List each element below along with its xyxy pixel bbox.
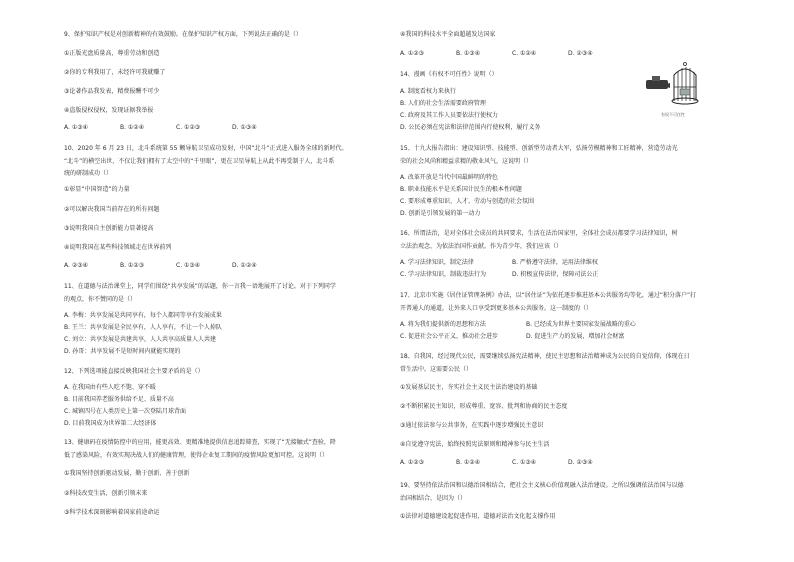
- q17-answer-c: C. 促进社会公平正义，推动社会进步: [400, 333, 499, 340]
- q12-option-d: D. 目前我国成为世界第二大经济体: [64, 420, 157, 427]
- q18-answer-b: B. ①②④: [456, 459, 481, 466]
- q13-stem-line1: 13、健康码在疫情防控中的应用，能更高效、更精准地提供信息追踪筛查，实现了“无接触式”查验，降: [64, 439, 336, 446]
- q14-stem: 14、漫画《有权不可任性》说明（）: [400, 71, 498, 78]
- q11-option-d: D. 孙哥：共享发展不是短时间内就能实现的: [64, 348, 181, 355]
- q16-answer-a: A. 学习法律知识，制定法律: [400, 259, 474, 266]
- q9-option-3: ③论著作品我发表，精费报酬不可少: [64, 88, 160, 95]
- q19-stem-line2: 治国相结合，是因为（）: [400, 495, 467, 502]
- q10-answers: [64, 262, 394, 270]
- q12-option-b: B. 目前我国养老服务供给不足、质量不高: [64, 396, 174, 403]
- q15-option-d: D. 创新是引领发展的第一动力: [400, 210, 481, 217]
- q13-option-2: ②科技改变生活，创新引领未来: [64, 490, 148, 497]
- q11-stem-line1: 11、在道德与法治课堂上，同学们围绕“共享发展”的话题，你一言我一语地展开了讨论。对于下列同学: [64, 283, 336, 290]
- q15-option-a: A. 改革开放是当代中国最鲜明的特色: [400, 174, 498, 181]
- q17-answers-row2: [400, 333, 730, 341]
- q16-answers-row2: [400, 271, 730, 279]
- cartoon-image: [644, 61, 702, 107]
- q9-answer-b: B. ①②④: [120, 124, 145, 131]
- q17-answer-a: A. 将为我们提供新的思想和方法: [400, 321, 486, 328]
- q12-option-a: A. 在我国由有些人吃不饱、穿不暖: [64, 384, 156, 391]
- q18-option-4: ④自觉遵守宪法，始终按照宪法原则和精神参与民主生活: [400, 441, 550, 448]
- q19-option-1: ①法律对道德建设起促进作用，道德对法治文化起支撑作用: [400, 513, 556, 520]
- q16-answer-b: B. 严格遵守法律，运用法律维权: [512, 259, 598, 266]
- q16-answers-row1: [400, 259, 730, 267]
- q10-stem-line2: “北斗”的横空出世，不仅让我们拥有了太空中的“千里眼”，更在卫星导航上从此不再受制于人，北斗系: [64, 158, 335, 165]
- q15-stem-line2: 荣的社会风尚和精益求精的敬业风气，这说明（）: [400, 158, 533, 165]
- q9-option-1: ①正版光盘质量高，尊重劳动和创造: [64, 50, 160, 57]
- q13-answers: [400, 50, 730, 58]
- q11-option-c: C. 刘立：共享发展是共建共享，人人共享高质量人人共建: [64, 336, 217, 343]
- q13-option-3: ③科学技术深刻影响着国家前途命运: [64, 509, 160, 516]
- q15-stem-line1: 15、十九大报告指出：建设知识型、技能型、创新型劳动者大军，弘扬劳模精神和工匠精神，营造劳动光: [400, 145, 678, 152]
- q18-answer-a: A. ①②③: [400, 459, 424, 466]
- q10-option-4: ④说明我国在某些科技领域走在世界前列: [64, 244, 172, 251]
- q13-stem-line2: 低了感染风险，有效实现决战人们的健康管理，使得企业复工期间的疫情风险更加可控。这说明（）: [64, 452, 329, 459]
- q18-option-3: ③通过依法参与公共事务，在实践中逐步增强民主意识: [400, 422, 544, 429]
- q9-option-2: ②你的专利我用了，未经许可我就赚了: [64, 69, 166, 76]
- q10-option-3: ③说明我国自主创新能力显著提高: [64, 225, 154, 232]
- q14-option-a: A. 制度看权力来执行: [400, 88, 456, 95]
- q14-option-d: D. 公民必须在宪法和法律范围内行使权利，履行义务: [400, 124, 541, 131]
- q10-answer-c: C. ①③④: [176, 262, 201, 269]
- q9-stem: 9、保护知识产权是对创新精神的有效鼓励。在保护知识产权方面，下列说法正确的是（）: [64, 31, 302, 38]
- q16-stem-line1: 16、所谓法治，是对全体社会成员的共同要求，生活在法治国家里，全体社会成员都要学习法律知识，树: [400, 230, 678, 237]
- q11-option-a: A. 李梅：共享发展是共同享有，每个人都同等享有发展成果: [64, 312, 222, 319]
- q16-answer-c: C. 学习法律知识，制裁违法行为: [400, 271, 487, 278]
- q13-answer-c: C. ①②④: [512, 50, 537, 57]
- q18-answer-d: D. ②③④: [568, 459, 593, 466]
- q10-answer-b: B. ①②③: [120, 262, 145, 269]
- q9-answer-a: A. ①③④: [64, 124, 88, 131]
- q18-stem-line2: 常生活中。这需要公民（）: [400, 366, 473, 373]
- q18-stem-line1: 18、自我国，经过现代公民，需要继续弘扬宪法精神，使民主思想和法治精神成为公民的自觉信仰，体现在日: [400, 353, 690, 360]
- q13-option-4: ④我国的科技水平全面超越发达国家: [400, 31, 496, 38]
- q15-option-b: B. 职业技能水平是关系国计民生的根本性问题: [400, 186, 522, 193]
- q14-option-c: C. 政府及其工作人员要依法行使权力: [400, 112, 499, 119]
- q12-stem: 12、下列选项能直接反映我国社会主要矛盾的是（）: [64, 368, 204, 375]
- q9-answer-d: D. ①③④: [232, 124, 257, 131]
- q19-stem-line1: 19、要坚持依法治国和以德治国相结合，把社会主义核心价值观融入法治建设。之所以强调依法治国与以德: [400, 482, 684, 489]
- q18-option-1: ①发展基层民主，夯实社会主义民主法治建设的基础: [400, 384, 538, 391]
- q15-option-c: C. 要形成尊重知识、人才、劳动与创造的社会氛围: [400, 198, 535, 205]
- q17-answer-b: B. 已经成为世界主要国家发展战略的重心: [526, 321, 636, 328]
- q10-stem-line1: 10、2020 年 6 月 23 日，北斗系统第 55 颗导航卫星成功发射，中国“北斗”正式进入服务全球的新时代。: [64, 145, 348, 152]
- q13-answer-b: B. ①③④: [456, 50, 481, 57]
- q9-answer-c: C. ①②③: [176, 124, 201, 131]
- q17-answer-d: D. 促进生产力的发展，增加社会财富: [526, 333, 625, 340]
- q13-answer-a: A. ①②③: [400, 50, 424, 57]
- q13-answer-d: D. ②③④: [568, 50, 593, 57]
- q9-answers: [64, 124, 394, 132]
- q17-stem-line1: 17、北京市实施《居住证管理条例》办法，以“居住证”为依托逐步推进基本公共服务均等化，通过“积分落户”打: [400, 292, 697, 299]
- q18-answer-c: C. ①③④: [512, 459, 537, 466]
- q14-option-b: B. 人们的社会生活需要政府管理: [400, 100, 486, 107]
- q17-stem-line2: 开普通人的通道，让外来人口享受到更多基本公共服务。这一制度的（）: [400, 305, 593, 312]
- q18-option-2: ②不断积累民主知识，形成尊重、宽容、批判和协商的民主态度: [400, 403, 568, 410]
- q16-stem-line2: 立法治观念，为依法治国作贡献。作为青少年，我们应该（）: [400, 243, 563, 250]
- q17-answers-row1: [400, 321, 730, 329]
- q12-option-c: C. 城镇四号在人类历史上第一次登陆月球背面: [64, 408, 187, 415]
- q18-answers: [400, 459, 730, 467]
- q16-answer-d: D. 积极宣传法律，保障司法公正: [512, 271, 599, 278]
- q10-answer-d: D. ①②④: [232, 262, 257, 269]
- q10-stem-line3: 统的研制成功（）: [64, 170, 113, 177]
- cartoon-caption: 有权不可任性: [661, 112, 685, 117]
- birdcage-cartoon-icon: [644, 61, 702, 107]
- q10-option-2: ②可以解决我国当前存在的所有问题: [64, 206, 160, 213]
- q11-stem-line2: 的观点，你不赞同的是（）: [64, 296, 137, 303]
- q10-option-1: ①彰显“中国智造”的力量: [64, 186, 130, 193]
- q9-option-4: ④盗版侵权侵权，发现证据我举报: [64, 107, 154, 114]
- q11-option-b: B. 王兰：共享发展是全民享有，人人享有，不让一个人掉队: [64, 324, 222, 331]
- q13-option-1: ①我国坚持创新驱动发展，勤于创新、善于创新: [64, 470, 190, 477]
- q10-answer-a: A. ②③④: [64, 262, 88, 269]
